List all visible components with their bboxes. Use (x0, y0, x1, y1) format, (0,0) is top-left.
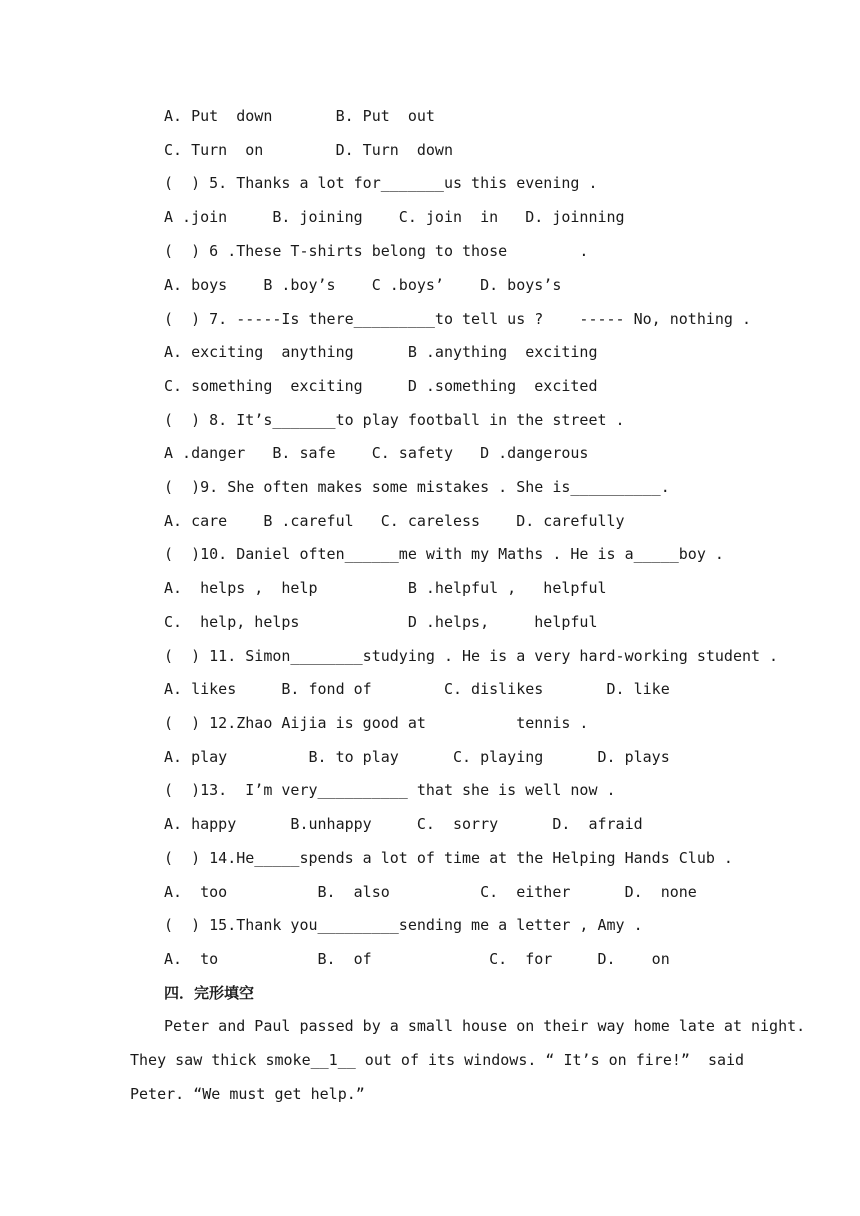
passage-line-1: Peter and Paul passed by a small house on their way home late at night. (164, 1017, 806, 1035)
q5-options: A .join B. joining C. join in D. joinning (164, 208, 625, 226)
question-13: ( )13. I’m very__________ that she is well now . (164, 781, 616, 799)
q7-options-cd: C. something exciting D .something excited (164, 377, 598, 395)
q11-options: A. likes B. fond of C. dislikes D. like (164, 680, 670, 698)
q4-options-cd: C. Turn on D. Turn down (164, 141, 453, 159)
q8-options: A .danger B. safe C. safety D .dangerous (164, 444, 589, 462)
question-6: ( ) 6 .These T-shirts belong to those . (164, 242, 589, 260)
question-7: ( ) 7. -----Is there_________to tell us ? ----- No, nothing . (164, 310, 751, 328)
question-15: ( ) 15.Thank you_________sending me a letter , Amy . (164, 916, 643, 934)
passage-line-3: Peter. “We must get help.” (130, 1085, 365, 1103)
question-5: ( ) 5. Thanks a lot for_______us this evening . (164, 174, 598, 192)
question-9: ( )9. She often makes some mistakes . She is__________. (164, 478, 670, 496)
q4-options-ab: A. Put down B. Put out (164, 107, 435, 125)
question-10: ( )10. Daniel often______me with my Maths . He is a_____boy . (164, 545, 724, 563)
q10-options-cd: C. help, helps D .helps, helpful (164, 613, 598, 631)
q14-options: A. too B. also C. either D. none (164, 883, 697, 901)
q12-options: A. play B. to play C. playing D. plays (164, 748, 670, 766)
question-8: ( ) 8. It’s_______to play football in the street . (164, 411, 625, 429)
q7-options-ab: A. exciting anything B .anything exciting (164, 343, 598, 361)
q6-options: A. boys B .boy’s C .boys’ D. boys’s (164, 276, 562, 294)
section-heading: 四．完形填空 (164, 984, 255, 1002)
question-14: ( ) 14.He_____spends a lot of time at the Helping Hands Club . (164, 849, 733, 867)
q13-options: A. happy B.unhappy C. sorry D. afraid (164, 815, 643, 833)
q15-options: A. to B. of C. for D. on (164, 950, 670, 968)
question-11: ( ) 11. Simon________studying . He is a very hard-working student . (164, 647, 779, 665)
passage-line-2: They saw thick smoke__1__ out of its windows. “ It’s on fire!” said (130, 1051, 745, 1069)
question-12: ( ) 12.Zhao Aijia is good at tennis . (164, 714, 589, 732)
q10-options-ab: A. helps , help B .helpful , helpful (164, 579, 607, 597)
q9-options: A. care B .careful C. careless D. carefully (164, 512, 625, 530)
